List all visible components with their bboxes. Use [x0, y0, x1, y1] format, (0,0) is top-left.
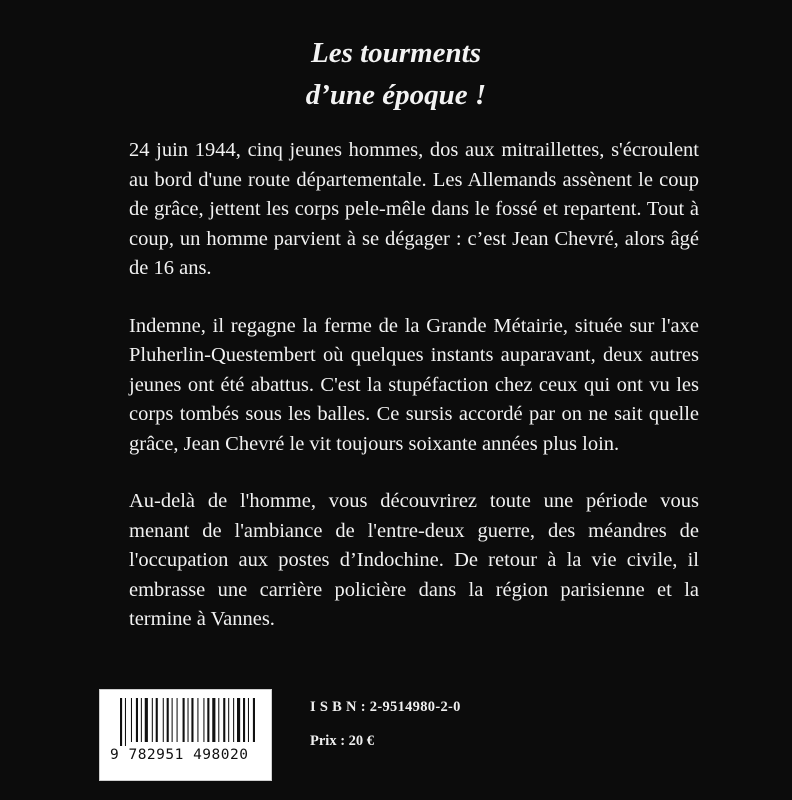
book-title [0, 32, 792, 116]
title-line-1: Les tourments [311, 37, 481, 69]
summary-paragraph-3: Au-delà de l'homme, vous découvrirez toute une période vous menant de l'ambiance de l'entre-deux guerre, des méandres de l'occupation aux postes d’Indochine. De retour à la vie civile, il embrasse une carrière policière dans la région parisienne et la termine à Vannes. [129, 490, 699, 630]
barcode-digits: 9 782951 498020 [110, 747, 249, 763]
summary-paragraph-2: Indemne, il regagne la ferme de la Grande Métairie, située sur l'axe Pluherlin-Questembert où quelques instants auparavant, deux autres jeunes ont été abattus. C'est la stupéfaction chez ceux qui ont vu les corps tombés sous les balles. Ce sursis accordé par on ne sait quelle grâce, Jean Chevré le vit toujours soixante années plus loin. [129, 314, 699, 455]
isbn-text: I S B N : 2-9514980-2-0 [310, 699, 461, 715]
summary-paragraph-1: 24 juin 1944, cinq jeunes hommes, dos aux mitraillettes, s'écroulent au bord d'une route départementale. Les Allemands assènent le coup de grâce, jettent les corps pele-mêle dans le fossé et repartent. Tout à coup, un homme parvient à se dégager : c’est Jean Chevré, alors âgé de 16 ans. [129, 139, 699, 279]
barcode-label [99, 689, 272, 781]
title-line-2: d’une époque ! [305, 79, 487, 111]
barcode-bars [118, 698, 258, 746]
back-cover-summary [129, 136, 699, 663]
price-text: Prix : 20 € [310, 733, 375, 749]
